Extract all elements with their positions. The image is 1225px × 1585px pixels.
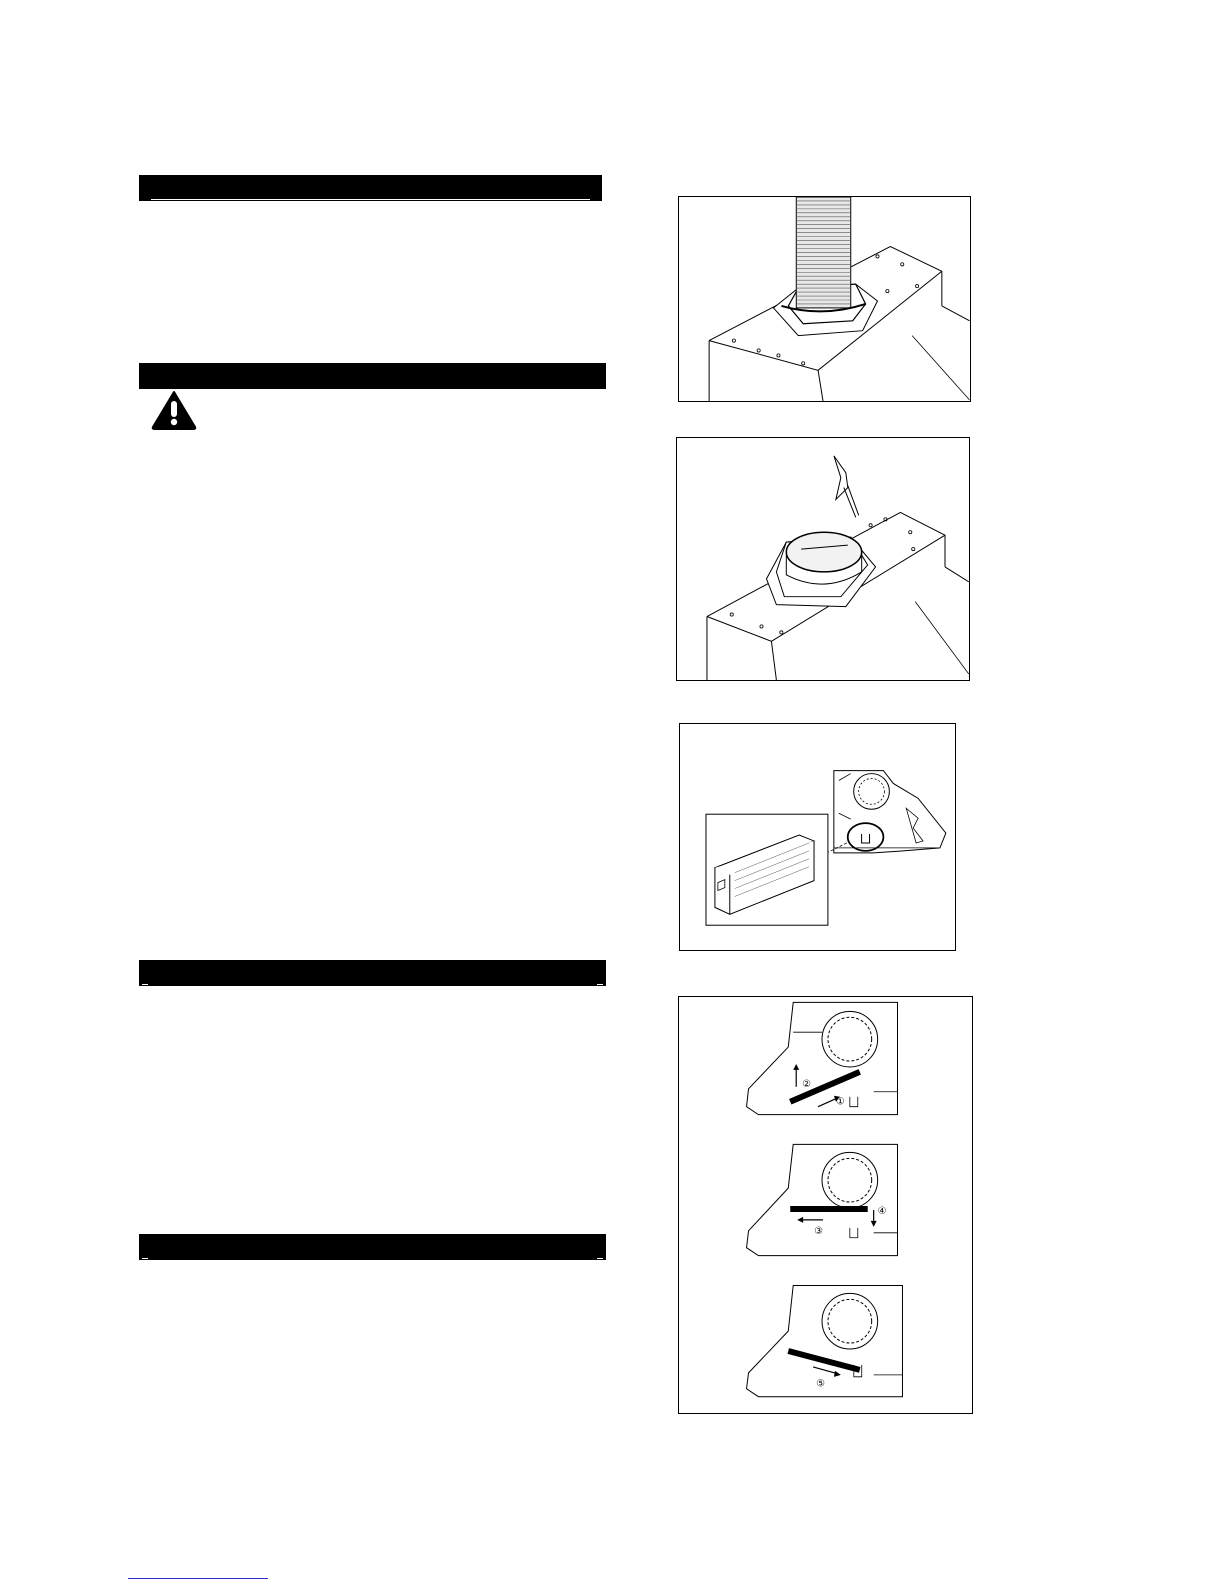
section-header-bar-1 xyxy=(139,175,602,201)
step-label-2: ② xyxy=(802,1078,812,1090)
filter-step-panel-2 xyxy=(747,1144,898,1255)
footer-link-underline[interactable] xyxy=(128,1578,268,1579)
filter-step-panel-3 xyxy=(747,1285,903,1396)
damper-flap-illustration xyxy=(677,438,969,680)
figure-filter-slot-detail xyxy=(679,723,956,951)
duct-on-hood-illustration xyxy=(679,197,970,401)
figure-duct-attached xyxy=(678,196,971,402)
section-header-bar-4 xyxy=(139,1234,606,1260)
step-label-1: ① xyxy=(835,1096,845,1108)
filter-step-panel-1 xyxy=(747,1002,898,1114)
step-label-4: ④ xyxy=(877,1205,887,1217)
figure-filter-steps xyxy=(678,996,973,1414)
section-header-bar-2 xyxy=(139,363,606,389)
step-label-3: ③ xyxy=(814,1225,823,1237)
filter-steps-illustration xyxy=(679,997,972,1413)
filter-slot-illustration xyxy=(680,724,955,950)
section-header-bar-3 xyxy=(139,960,606,986)
step-label-5: ⑤ xyxy=(816,1378,825,1390)
figure-damper-flap xyxy=(676,437,970,681)
warning-triangle-icon xyxy=(151,390,197,430)
